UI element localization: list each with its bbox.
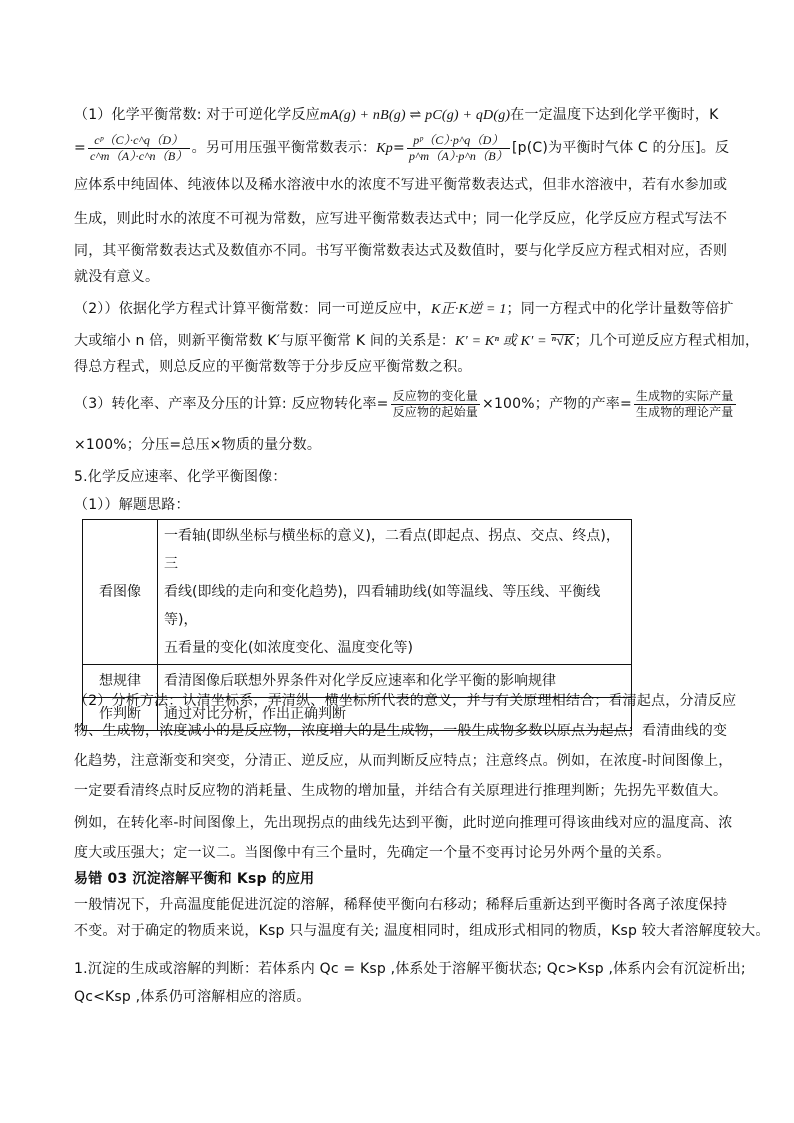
row-text: 看线(即线的走向和变化趋势)，四看辅助线(如等温线、等压线、平衡线等)， [164,584,601,628]
kp-label: Kp [376,141,394,156]
paragraph-1-line-3: 应体系中纯固体、纯液体以及稀水溶液中水的浓度不写进平衡常数表达式，但非水溶液中，若有水参加或 [74,177,728,193]
k-product: K正·K逆 = 1 [431,302,507,317]
kp-denominator: p^m（A）·p^n（B） [408,148,509,163]
conversion-numerator: 反应物的变化量 [392,388,479,403]
conversion-fraction [391,389,480,420]
row-text: 一看轴(即纵坐标与横坐标的意义)，二看点(即起点、拐点、交点、终点)，三 [164,528,620,572]
k-numerator: cᵖ（C）·c^q（D） [88,133,190,149]
paragraph-2-line-1 [74,298,734,321]
row-body: 通过对比分析，作出正确判断 [158,698,632,731]
section-5-title: 5.化学反应速率、化学平衡图像： [74,469,287,485]
nth-root: ⁿ√K [551,334,574,349]
analysis-line-5: 例如，在转化率-时间图像上，先出现拐点的曲线先达到平衡，此时逆向推理可得该曲线对应的温度高、浓 [74,815,733,831]
row-head: 作判断 [83,698,158,731]
paragraph-3-line-2: ×100%；分压=总压×物质的量分数。 [74,437,322,453]
section-5-subtitle: （1））解题思路： [74,497,190,513]
text: [p(C)为平衡时气体 C 的分压]。反 [512,140,730,156]
paragraph-1-line-5: 同，其平衡常数表达式及数值亦不同。书写平衡常数表达式及数值时，要与化学反应方程式相对应，否则 [74,243,728,259]
yield-numerator: 生成物的实际产量 [635,388,734,403]
row-head: 想规律 [83,665,158,698]
text: （1）化学平衡常数: 对于可逆化学反应 [74,107,320,123]
text: ；同一方程式中的化学计量数等倍扩 [506,301,734,317]
reaction-equation: mA(g) + nB(g) ⇌ pC(g) + qD(g) [319,108,511,123]
k-relation: K′ = Kⁿ 或 K′ = [455,334,551,349]
analysis-line-3: 化趋势，注意渐变和突变，分清正、逆反应，从而判断反应特点；注意终点。例如，在浓度-时间图像上， [74,753,733,769]
paragraph-1-line-2: = $\frac{\text{cᵖ（C）·c\textasciicircum{}q（D）}}{c\^{}m(A)\cdot c\^{}n(B)}$ 。另可用压强平衡常数表示：Kp= $\frac{\text{pᵖ（C）·p\textasciicircum{}q（D）}}{p\^{}m(A)\cdot p\^{}n(B)}$ [p(C)为平衡时气体 C 的分压]。反 [74,132,730,163]
text: 大或缩小 n 倍，则新平衡常数 K′与原平衡常 K 间的关系是： [74,333,456,349]
text: （2））依据化学方程式计算平衡常数：同一可逆反应中， [74,301,432,317]
analysis-line-2: 物、生成物，浓度减小的是反应物，浓度增大的是生成物，一般生成物多数以原点为起点；看清曲线的变 [74,723,728,739]
row-head: 看图像 [83,520,158,665]
section-3-line-3: 1.沉淀的生成或溶解的判断：若体系内 Qc = Ksp ,体系处于溶解平衡状态; Qc>Ksp ,体系内会有沉淀析出; [74,961,746,977]
section-3-line-4: Qc<Ksp ,体系仍可溶解相应的溶质。 [74,989,311,1005]
table-row [83,520,632,665]
kp-numerator: pᵖ（C）·p^q（D） [407,133,510,149]
paragraph-1-line-4: 生成，则此时水的浓度不可视为常数，应写进平衡常数表达式中；同一化学反应，化学反应方程式写法不 [74,211,728,227]
paragraph-2-line-3: 得总方程式，则总反应的平衡常数等于分步反应平衡常数之积。 [74,359,472,375]
yield-denominator: 生成物的理论产量 [635,404,734,419]
row-body: 看清图像后联想外界条件对化学反应速率和化学平衡的影响规律 [158,665,632,698]
text: ×100%；产物的产率= [482,396,632,412]
k-denominator: c^m（A）·c^n（B） [89,148,188,163]
text: 。另可用压强平衡常数表示： [191,140,377,156]
paragraph-1-line-1 [74,104,724,127]
text: ；几个可逆反应方程式相加， [574,333,760,349]
section-heading: 易错 03 沉淀溶解平衡和 Ksp 的应用 [74,871,315,887]
analysis-line-1: （2）分析方法：认清坐标系，弄清纵、横坐标所代表的意义，并与有关原理相结合；看清起点，分清反应 [74,693,737,709]
kp-fraction [407,133,510,164]
section-3-line-1: 一般情况下，升高温度能促进沉淀的溶解，稀释使平衡向右移动；稀释后重新达到平衡时各离子浓度保持 [74,897,728,913]
text: 在一定温度下达到化学平衡时，K [510,107,719,123]
row-text: 五看量的变化(如浓度变化、温度变化等) [164,640,413,656]
text: （3）转化率、产率及分压的计算: 反应物转化率= [74,396,389,412]
analysis-line-4: 一定要看清终点时反应物的消耗量、生成物的增加量，并结合有关原理进行推理判断；先拐先平数值大。 [74,783,728,799]
analysis-line-6: 度大或压强大；定一议二。当图像中有三个量时，先确定一个量不变再讨论另外两个量的关系。 [74,845,671,861]
paragraph-1-line-6: 就没有意义。 [74,269,160,285]
section-3-line-2: 不变。对于确定的物质来说，Ksp 只与温度有关; 温度相同时，组成形式相同的物质，Ksp 较大者溶解度较大。 [74,923,770,939]
yield-fraction [634,389,736,420]
k-fraction [88,133,190,164]
paragraph-3-line-1 [74,386,734,422]
row-body [158,520,632,665]
conversion-denominator: 反应物的起始量 [392,404,479,419]
paragraph-2-line-2 [74,330,760,353]
